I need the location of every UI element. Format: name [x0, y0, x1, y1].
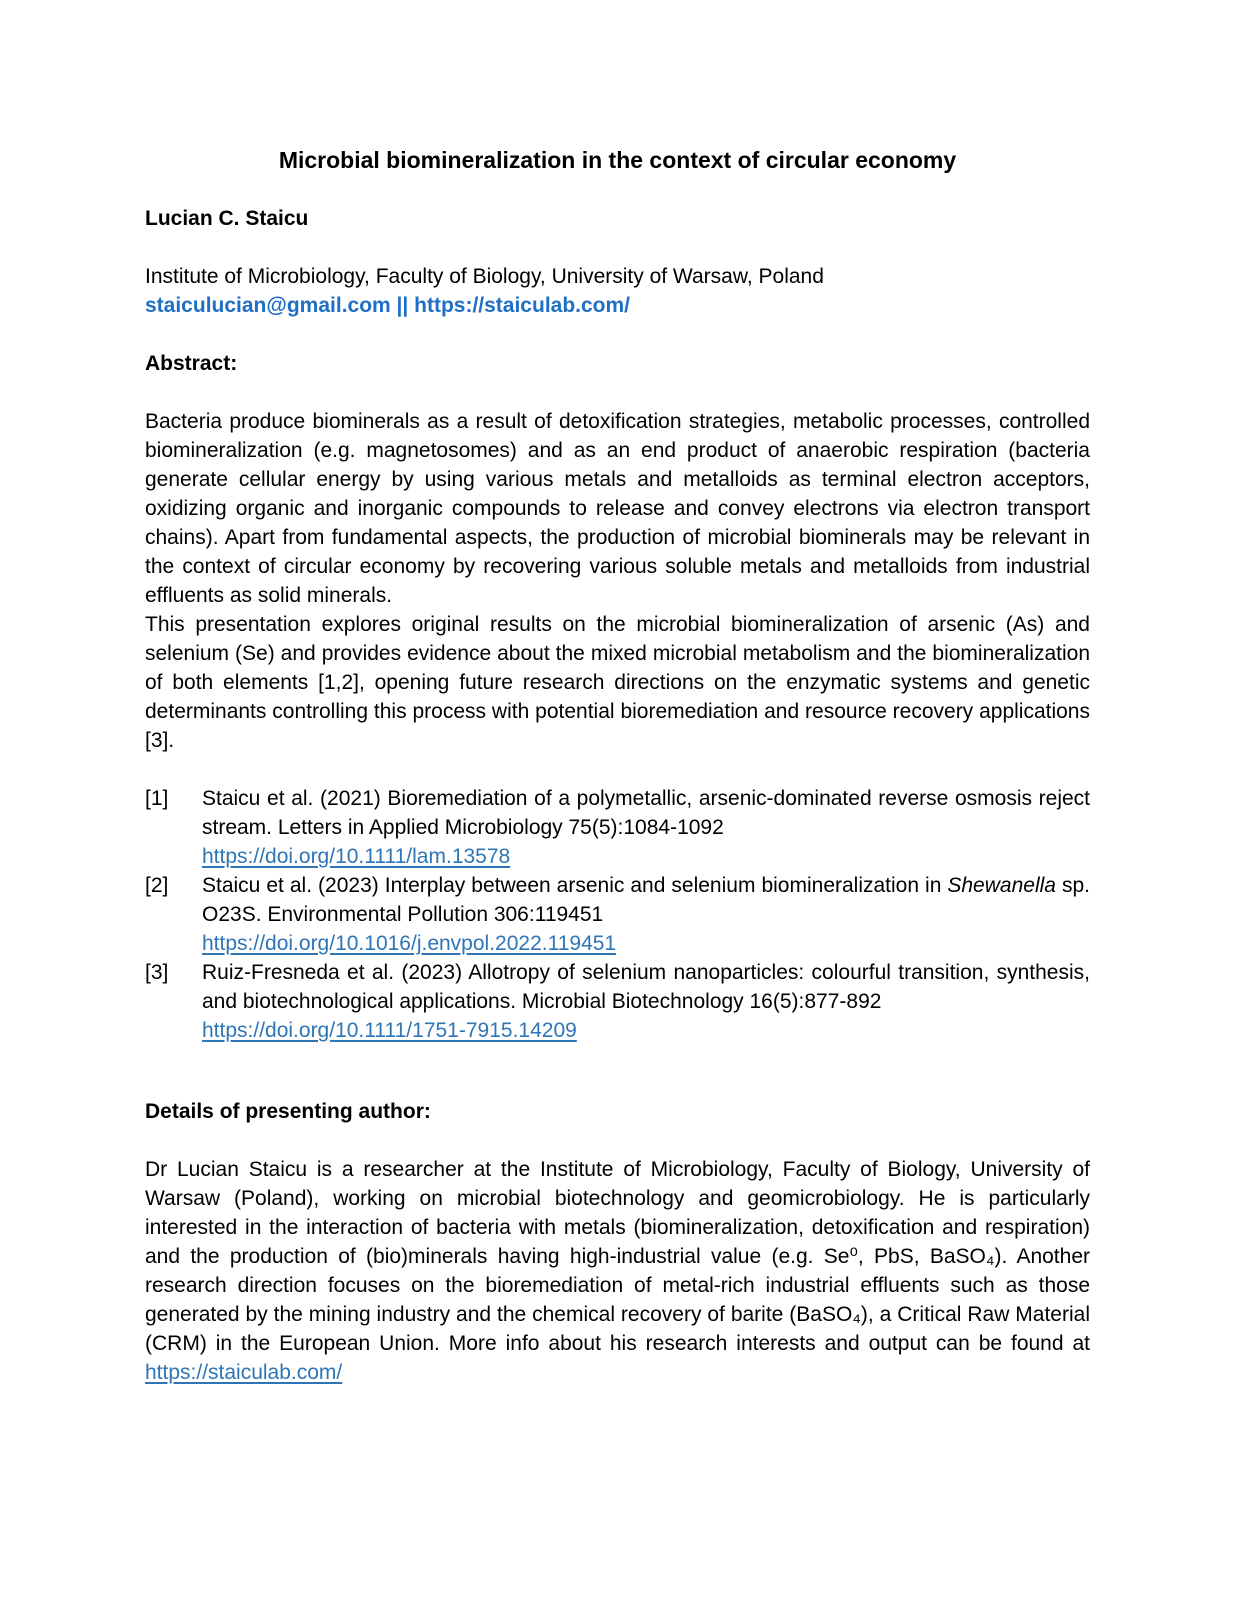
reference-body [202, 784, 1090, 871]
reference-url-line [202, 842, 1090, 871]
reference-doi-link[interactable]: https://doi.org/10.1016/j.envpol.2022.119451 [202, 932, 617, 955]
reference-marker: [3] [145, 961, 169, 984]
abstract-paragraph-2: This presentation explores original results on the microbial biomineralization of arsenic (As) and selenium (Se) and provides evidence about the mixed microbial metabolism and the biomineralization of both elements [1,2], opening future research directions on the enzymatic systems and genetic determinants controlling this process with potential bioremediation and resource recovery applications [3]. [145, 613, 1090, 752]
contact-separator: || [390, 294, 415, 317]
abstract-heading: Abstract: [145, 352, 238, 375]
reference-url-line [202, 929, 1090, 958]
reference-url-line [202, 1016, 1090, 1045]
author-name: Lucian C. Staicu [145, 207, 309, 230]
reference-doi-link[interactable]: https://doi.org/10.1111/1751-7915.14209 [202, 1019, 577, 1042]
document-content [145, 146, 1090, 1387]
reference-body [202, 871, 1090, 958]
reference-item-2 [145, 871, 1090, 958]
abstract-paragraph-1: Bacteria produce biominerals as a result of detoxification strategies, metabolic processes, controlled biomineralization (e.g. magnetosomes) and as an end product of anaerobic respiration (bacteria generate cellular energy by using various metals and metalloids as terminal electron acceptors, oxidizing organic and inorganic compounds to release and convey electrons via electron transport chains). Apart from fundamental aspects, the production of microbial biominerals may be relevant in the context of circular economy by recovering various soluble metals and metalloids from industrial effluents as solid minerals. [145, 410, 1090, 607]
reference-item-1 [145, 784, 1090, 871]
reference-text: Staicu et al. (2021) Bioremediation of a polymetallic, arsenic-dominated reverse osmosis reject stream. Letters in Applied Microbiology 75(5):1084-1092 [202, 787, 1090, 839]
details-heading: Details of presenting author: [145, 1100, 431, 1123]
contact-line [145, 291, 1090, 320]
reference-text: Ruiz-Fresneda et al. (2023) Allotropy of selenium nanoparticles: colourful transition, synthesis, and biotechnological applications. Microbial Biotechnology 16(5):877-892 [202, 961, 1090, 1013]
reference-body [202, 958, 1090, 1045]
website-link[interactable]: https://staiculab.com/ [414, 294, 631, 317]
bio-text: Dr Lucian Staicu is a researcher at the Institute of Microbiology, Faculty of Biology, University of Warsaw (Poland), working on microbial biotechnology and geomicrobiology. He is particularly interested in the interaction of bacteria with metals (biomineralization, detoxification and respiration) and the production of (bio)minerals having high-industrial value (e.g. Se⁰, PbS, BaSO₄). Another research direction focuses on the bioremediation of metal-rich industrial effluents such as those generated by the mining industry and the chemical recovery of barite (BaSO₄), a Critical Raw Material (CRM) in the European Union. More info about his research interests and output can be found at [145, 1158, 1090, 1355]
affiliation-line: Institute of Microbiology, Faculty of Biology, University of Warsaw, Poland [145, 265, 824, 288]
reference-doi-link[interactable]: https://doi.org/10.1111/lam.13578 [202, 845, 511, 868]
reference-marker: [1] [145, 787, 169, 810]
references-list [145, 784, 1090, 1045]
bio-website-link[interactable]: https://staiculab.com/ [145, 1361, 343, 1384]
reference-species-name: Shewanella [947, 874, 1056, 897]
reference-text: sp. O23S. Environmental Pollution 306:119451 [202, 874, 1090, 926]
reference-item-3 [145, 958, 1090, 1045]
email-link[interactable]: staiculucian@gmail.com [145, 294, 391, 317]
reference-text: Staicu et al. (2023) Interplay between arsenic and selenium biomineralization in [202, 874, 948, 897]
reference-marker: [2] [145, 874, 169, 897]
document-title: Microbial biomineralization in the context of circular economy [278, 147, 957, 173]
bio-paragraph [145, 1155, 1090, 1387]
